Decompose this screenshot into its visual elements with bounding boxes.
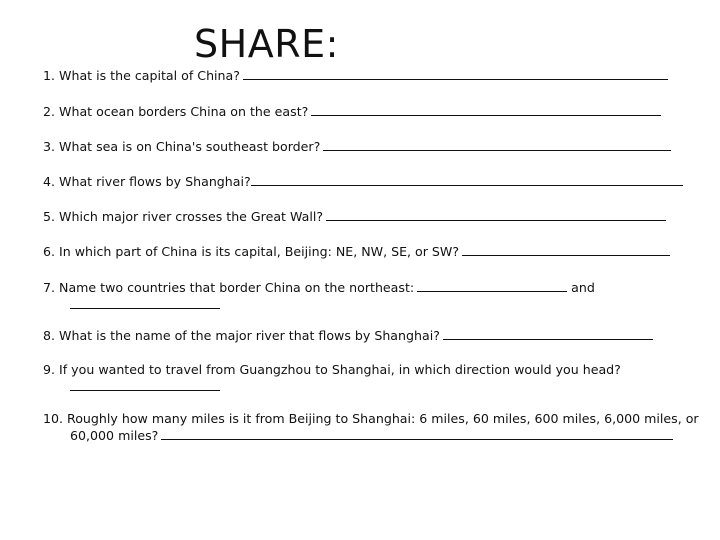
page-title: SHARE: — [194, 22, 339, 66]
answer-blank[interactable] — [243, 67, 668, 80]
question-text: 10. Roughly how many miles is it from Beijing to Shanghai: 6 miles, 60 miles, 600 miles, 6,000 miles, or — [43, 411, 699, 426]
answer-blank[interactable] — [161, 427, 673, 440]
question-continuation — [43, 427, 699, 444]
answer-blank[interactable] — [462, 243, 670, 256]
question-8 — [43, 327, 653, 344]
answer-blank[interactable] — [311, 103, 661, 116]
question-text: 9. If you wanted to travel from Guangzhou to Shanghai, in which direction would you head? — [43, 362, 621, 377]
question-5 — [43, 208, 666, 225]
question-9 — [43, 362, 621, 395]
answer-blank-first[interactable] — [417, 279, 567, 292]
question-continuation — [43, 296, 595, 313]
question-3 — [43, 138, 671, 155]
question-10 — [43, 411, 699, 444]
question-4 — [43, 173, 683, 190]
answer-blank[interactable] — [251, 173, 683, 186]
question-text: 5. Which major river crosses the Great Wall? — [43, 209, 324, 224]
answer-blank-second[interactable] — [70, 296, 220, 309]
question-text: 3. What sea is on China's southeast border? — [43, 139, 321, 154]
answer-blank[interactable] — [70, 378, 220, 391]
question-continuation — [43, 378, 621, 395]
question-text: 2. What ocean borders China on the east? — [43, 104, 309, 119]
question-7 — [43, 279, 595, 313]
connector-text: and — [571, 280, 595, 295]
question-text: 6. In which part of China is its capital, Beijing: NE, NW, SE, or SW? — [43, 244, 460, 259]
continuation-text: 60,000 miles? — [70, 428, 159, 443]
question-text: 1. What is the capital of China? — [43, 68, 240, 83]
question-1 — [43, 67, 668, 84]
question-text: 8. What is the name of the major river that flows by Shanghai? — [43, 328, 440, 343]
answer-blank[interactable] — [326, 208, 666, 221]
answer-blank[interactable] — [443, 327, 653, 340]
question-6 — [43, 243, 670, 260]
question-2 — [43, 103, 661, 120]
question-text: 4. What river flows by Shanghai? — [43, 174, 251, 189]
answer-blank[interactable] — [323, 138, 671, 151]
question-text: 7. Name two countries that border China on the northeast: — [43, 280, 415, 295]
